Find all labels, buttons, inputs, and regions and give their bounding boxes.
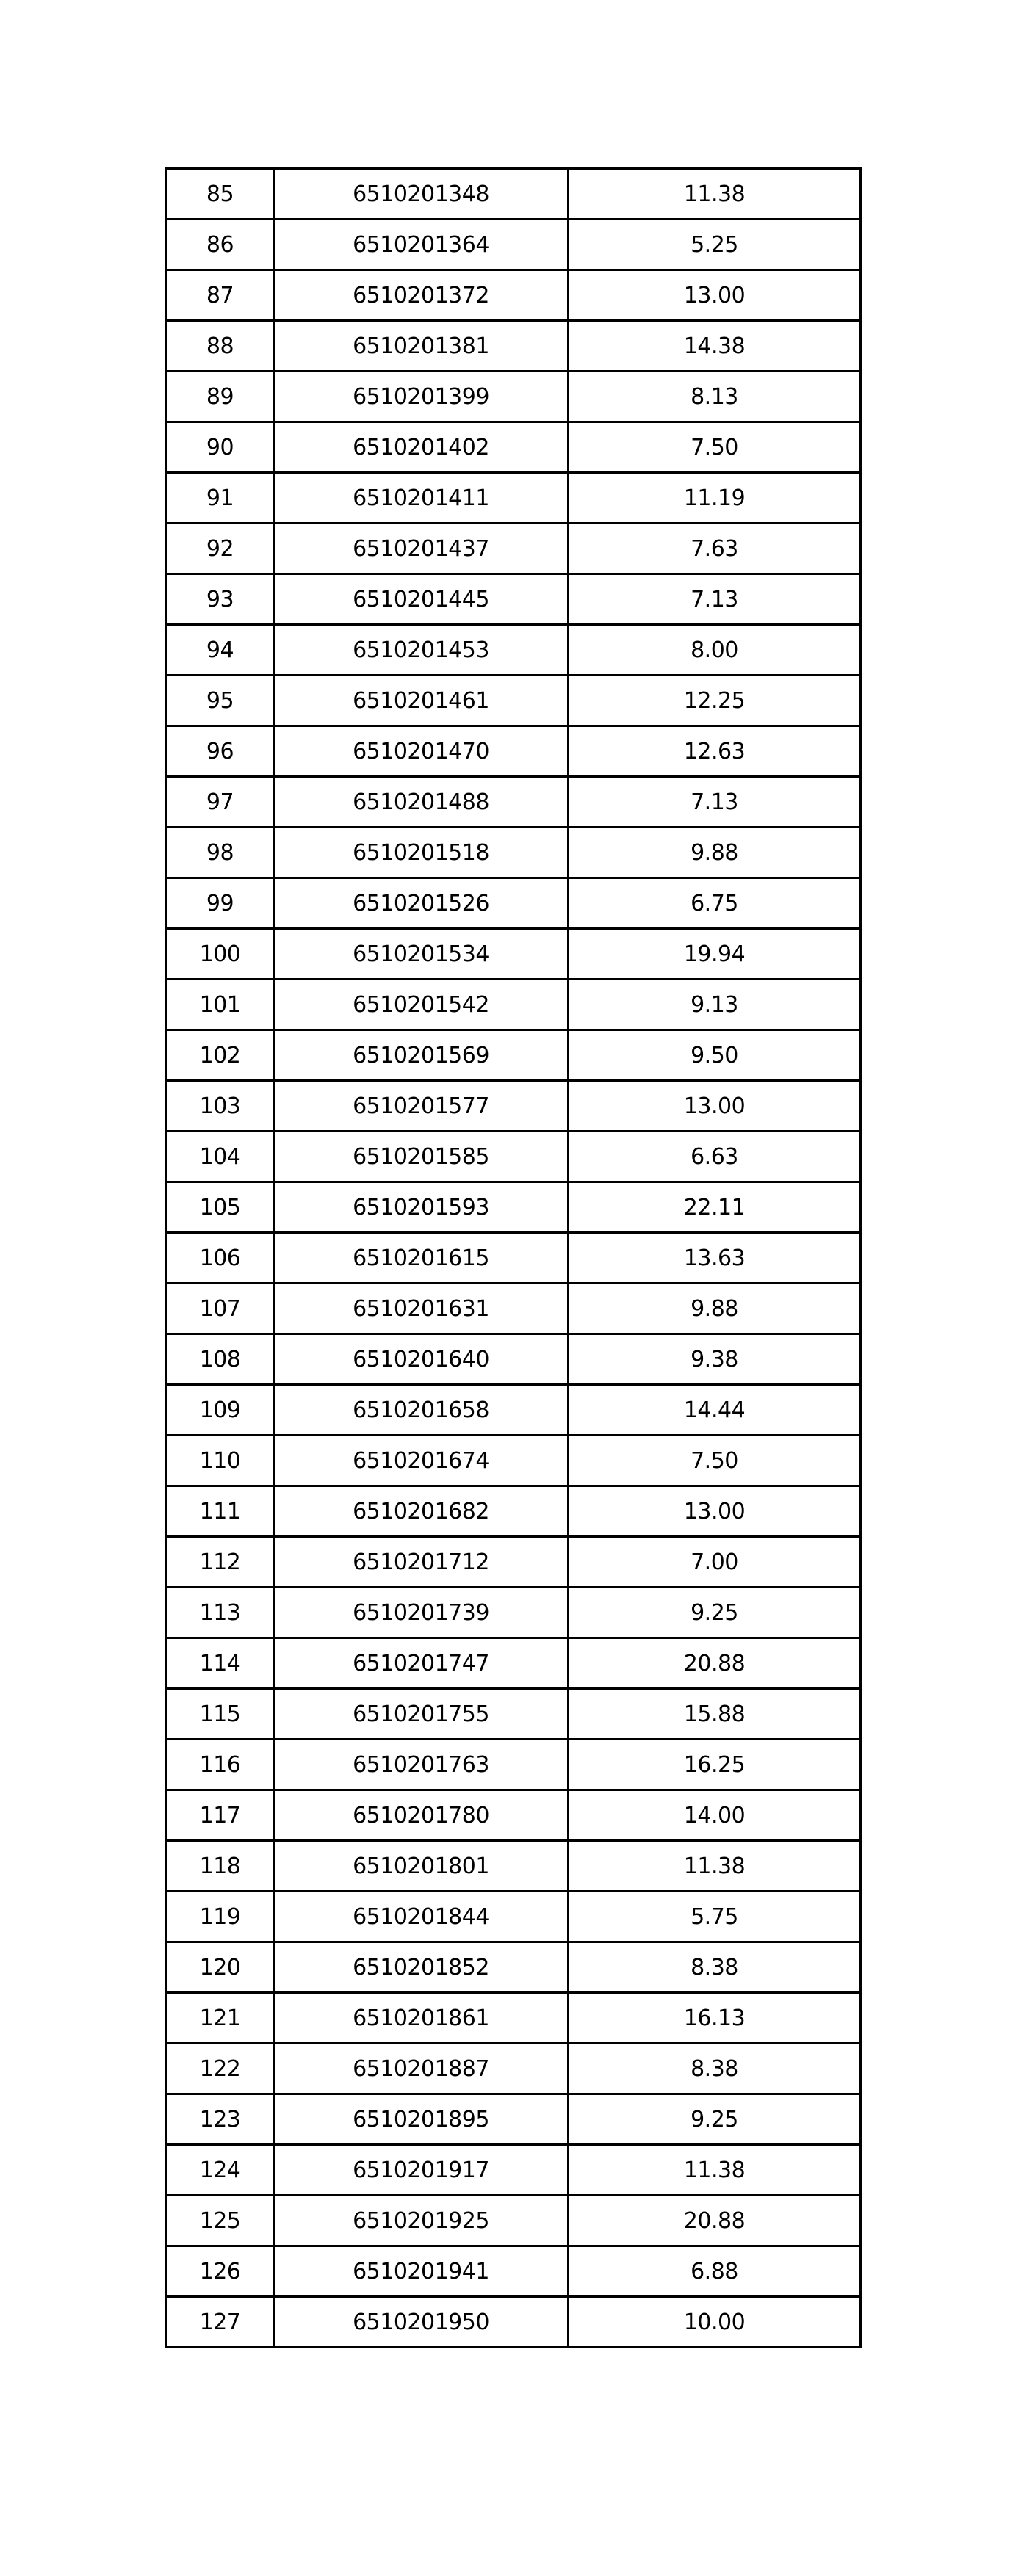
row-number-cell: 124 <box>167 2145 274 2196</box>
row-number-cell: 87 <box>167 270 274 321</box>
table-row <box>167 1892 861 1942</box>
candidate-id-cell: 6510201461 <box>274 676 569 726</box>
table-row <box>167 1233 861 1284</box>
table-row <box>167 1588 861 1638</box>
table-row <box>167 625 861 676</box>
row-number-cell: 119 <box>167 1892 274 1942</box>
score-cell: 9.25 <box>569 1588 861 1638</box>
score-cell: 10.00 <box>569 2297 861 2348</box>
row-number-cell: 90 <box>167 422 274 473</box>
score-cell: 19.94 <box>569 929 861 980</box>
table-row <box>167 2094 861 2145</box>
score-cell: 13.00 <box>569 270 861 321</box>
score-cell: 7.13 <box>569 574 861 625</box>
table-row <box>167 1638 861 1689</box>
score-cell: 9.88 <box>569 1284 861 1334</box>
table-row <box>167 1182 861 1233</box>
row-number-cell: 95 <box>167 676 274 726</box>
score-cell: 5.25 <box>569 220 861 270</box>
candidate-id-cell: 6510201780 <box>274 1790 569 1841</box>
row-number-cell: 104 <box>167 1132 274 1182</box>
row-number-cell: 117 <box>167 1790 274 1841</box>
score-cell: 11.38 <box>569 2145 861 2196</box>
row-number-cell: 96 <box>167 726 274 777</box>
candidate-id-cell: 6510201925 <box>274 2196 569 2246</box>
candidate-id-cell: 6510201577 <box>274 1081 569 1132</box>
score-cell: 9.13 <box>569 980 861 1030</box>
table-row <box>167 828 861 878</box>
table-row <box>167 1740 861 1790</box>
table-row <box>167 220 861 270</box>
candidate-id-cell: 6510201887 <box>274 2044 569 2094</box>
row-number-cell: 105 <box>167 1182 274 1233</box>
candidate-id-cell: 6510201402 <box>274 422 569 473</box>
table-row <box>167 169 861 220</box>
table-row <box>167 980 861 1030</box>
score-cell: 14.38 <box>569 321 861 372</box>
candidate-id-cell: 6510201739 <box>274 1588 569 1638</box>
score-cell: 9.50 <box>569 1030 861 1081</box>
row-number-cell: 113 <box>167 1588 274 1638</box>
row-number-cell: 86 <box>167 220 274 270</box>
candidate-id-cell: 6510201453 <box>274 625 569 676</box>
table-row <box>167 2145 861 2196</box>
table-row <box>167 929 861 980</box>
row-number-cell: 92 <box>167 524 274 574</box>
candidate-id-cell: 6510201518 <box>274 828 569 878</box>
candidate-id-cell: 6510201437 <box>274 524 569 574</box>
score-cell: 15.88 <box>569 1689 861 1740</box>
candidate-id-cell: 6510201585 <box>274 1132 569 1182</box>
candidate-id-cell: 6510201381 <box>274 321 569 372</box>
table-row <box>167 2196 861 2246</box>
row-number-cell: 93 <box>167 574 274 625</box>
table-row <box>167 777 861 828</box>
score-cell: 7.50 <box>569 1436 861 1486</box>
table-row <box>167 878 861 929</box>
row-number-cell: 115 <box>167 1689 274 1740</box>
row-number-cell: 103 <box>167 1081 274 1132</box>
score-cell: 9.88 <box>569 828 861 878</box>
score-cell: 14.44 <box>569 1385 861 1436</box>
table-row <box>167 473 861 524</box>
candidate-id-cell: 6510201747 <box>274 1638 569 1689</box>
table-row <box>167 1132 861 1182</box>
table-row <box>167 676 861 726</box>
score-cell: 11.38 <box>569 1841 861 1892</box>
table-row <box>167 1081 861 1132</box>
candidate-id-cell: 6510201861 <box>274 1993 569 2044</box>
candidate-id-cell: 6510201470 <box>274 726 569 777</box>
score-cell: 8.38 <box>569 1942 861 1993</box>
score-cell: 7.13 <box>569 777 861 828</box>
score-cell: 8.00 <box>569 625 861 676</box>
row-number-cell: 108 <box>167 1334 274 1385</box>
table-row <box>167 422 861 473</box>
table-row <box>167 1841 861 1892</box>
row-number-cell: 125 <box>167 2196 274 2246</box>
candidate-id-cell: 6510201950 <box>274 2297 569 2348</box>
row-number-cell: 120 <box>167 1942 274 1993</box>
table-row <box>167 321 861 372</box>
table-row <box>167 2297 861 2348</box>
row-number-cell: 121 <box>167 1993 274 2044</box>
candidate-id-cell: 6510201844 <box>274 1892 569 1942</box>
table-row <box>167 574 861 625</box>
row-number-cell: 114 <box>167 1638 274 1689</box>
candidate-id-cell: 6510201631 <box>274 1284 569 1334</box>
candidate-id-cell: 6510201569 <box>274 1030 569 1081</box>
candidate-id-cell: 6510201593 <box>274 1182 569 1233</box>
candidate-id-cell: 6510201755 <box>274 1689 569 1740</box>
table-row <box>167 1334 861 1385</box>
score-cell: 6.88 <box>569 2246 861 2297</box>
candidate-id-cell: 6510201348 <box>274 169 569 220</box>
candidate-id-cell: 6510201615 <box>274 1233 569 1284</box>
score-cell: 12.25 <box>569 676 861 726</box>
score-cell: 20.88 <box>569 1638 861 1689</box>
candidate-id-cell: 6510201640 <box>274 1334 569 1385</box>
row-number-cell: 107 <box>167 1284 274 1334</box>
score-cell: 13.00 <box>569 1486 861 1537</box>
table-row <box>167 1993 861 2044</box>
candidate-id-cell: 6510201682 <box>274 1486 569 1537</box>
candidate-id-cell: 6510201445 <box>274 574 569 625</box>
candidate-id-cell: 6510201674 <box>274 1436 569 1486</box>
candidate-id-cell: 6510201399 <box>274 372 569 422</box>
candidate-id-cell: 6510201364 <box>274 220 569 270</box>
table-row <box>167 1942 861 1993</box>
row-number-cell: 98 <box>167 828 274 878</box>
row-number-cell: 88 <box>167 321 274 372</box>
row-number-cell: 122 <box>167 2044 274 2094</box>
row-number-cell: 99 <box>167 878 274 929</box>
row-number-cell: 123 <box>167 2094 274 2145</box>
table-row <box>167 1030 861 1081</box>
row-number-cell: 101 <box>167 980 274 1030</box>
table-row <box>167 2246 861 2297</box>
table-row <box>167 2044 861 2094</box>
score-cell: 8.38 <box>569 2044 861 2094</box>
candidate-id-cell: 6510201917 <box>274 2145 569 2196</box>
table-row <box>167 726 861 777</box>
row-number-cell: 111 <box>167 1486 274 1537</box>
score-cell: 6.75 <box>569 878 861 929</box>
row-number-cell: 89 <box>167 372 274 422</box>
candidate-id-cell: 6510201852 <box>274 1942 569 1993</box>
score-cell: 22.11 <box>569 1182 861 1233</box>
score-cell: 11.38 <box>569 169 861 220</box>
candidate-id-cell: 6510201372 <box>274 270 569 321</box>
table-row <box>167 270 861 321</box>
score-cell: 6.63 <box>569 1132 861 1182</box>
score-cell: 11.19 <box>569 473 861 524</box>
score-cell: 9.38 <box>569 1334 861 1385</box>
score-cell: 13.00 <box>569 1081 861 1132</box>
candidate-id-cell: 6510201542 <box>274 980 569 1030</box>
score-cell: 7.63 <box>569 524 861 574</box>
candidate-id-cell: 6510201763 <box>274 1740 569 1790</box>
candidate-id-cell: 6510201534 <box>274 929 569 980</box>
row-number-cell: 109 <box>167 1385 274 1436</box>
table-row <box>167 524 861 574</box>
row-number-cell: 106 <box>167 1233 274 1284</box>
row-number-cell: 91 <box>167 473 274 524</box>
candidate-id-cell: 6510201658 <box>274 1385 569 1436</box>
score-cell: 20.88 <box>569 2196 861 2246</box>
score-cell: 16.13 <box>569 1993 861 2044</box>
score-cell: 13.63 <box>569 1233 861 1284</box>
score-cell: 14.00 <box>569 1790 861 1841</box>
row-number-cell: 112 <box>167 1537 274 1588</box>
table-row <box>167 372 861 422</box>
row-number-cell: 94 <box>167 625 274 676</box>
row-number-cell: 110 <box>167 1436 274 1486</box>
candidate-id-cell: 6510201526 <box>274 878 569 929</box>
candidate-id-cell: 6510201411 <box>274 473 569 524</box>
row-number-cell: 100 <box>167 929 274 980</box>
table-row <box>167 1284 861 1334</box>
score-table-body <box>167 169 861 2348</box>
table-row <box>167 1537 861 1588</box>
table-row <box>167 1385 861 1436</box>
row-number-cell: 85 <box>167 169 274 220</box>
candidate-id-cell: 6510201801 <box>274 1841 569 1892</box>
score-cell: 7.50 <box>569 422 861 473</box>
candidate-id-cell: 6510201488 <box>274 777 569 828</box>
row-number-cell: 102 <box>167 1030 274 1081</box>
table-row <box>167 1436 861 1486</box>
score-cell: 7.00 <box>569 1537 861 1588</box>
row-number-cell: 126 <box>167 2246 274 2297</box>
row-number-cell: 127 <box>167 2297 274 2348</box>
row-number-cell: 118 <box>167 1841 274 1892</box>
candidate-id-cell: 6510201712 <box>274 1537 569 1588</box>
row-number-cell: 116 <box>167 1740 274 1790</box>
table-row <box>167 1689 861 1740</box>
row-number-cell: 97 <box>167 777 274 828</box>
score-cell: 9.25 <box>569 2094 861 2145</box>
table-row <box>167 1486 861 1537</box>
candidate-id-cell: 6510201941 <box>274 2246 569 2297</box>
score-table <box>165 167 862 2348</box>
score-cell: 8.13 <box>569 372 861 422</box>
score-cell: 16.25 <box>569 1740 861 1790</box>
score-cell: 12.63 <box>569 726 861 777</box>
table-row <box>167 1790 861 1841</box>
score-cell: 5.75 <box>569 1892 861 1942</box>
candidate-id-cell: 6510201895 <box>274 2094 569 2145</box>
